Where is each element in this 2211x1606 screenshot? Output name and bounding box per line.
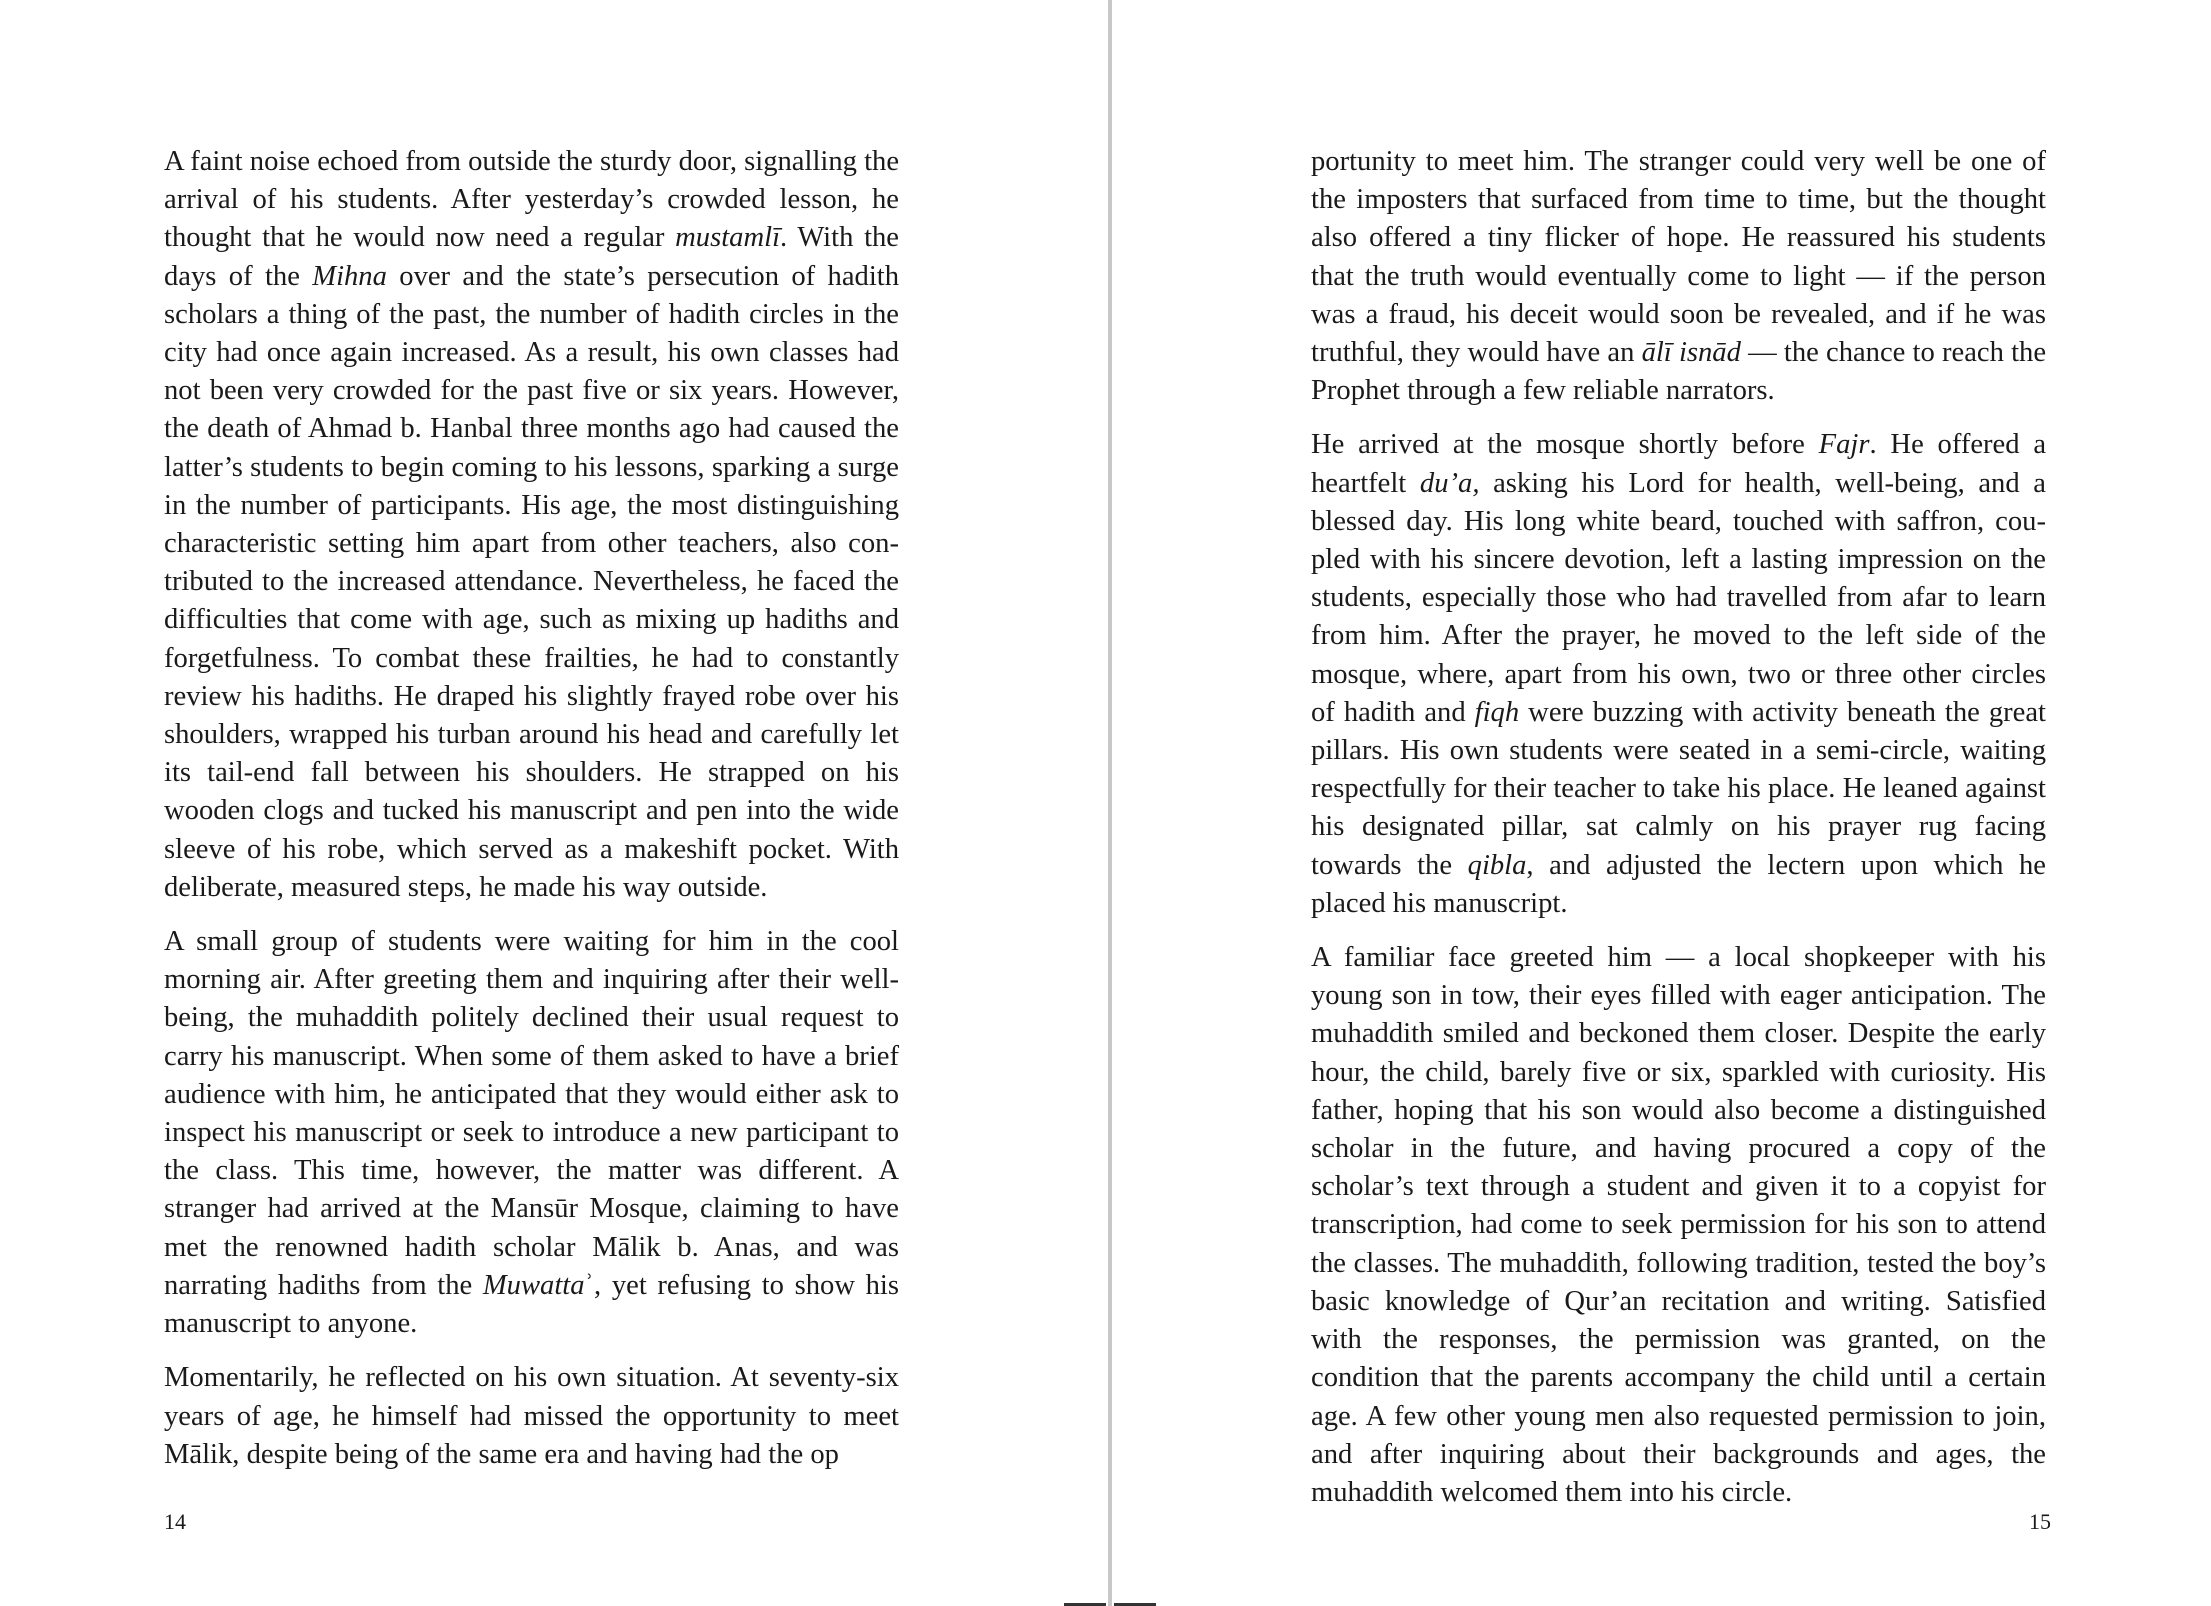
page-number: 15 bbox=[2029, 1509, 2051, 1534]
page-number: 14 bbox=[164, 1509, 186, 1534]
italic-term: qibla bbox=[1467, 849, 1527, 881]
paragraph: A familiar face greeted him — a local shopkeeper with his young son in tow, their eyes filled with eager anticipation. The muhaddith smiled and beckoned them closer. Despite the early hour, the child, barely five or six, sparkled with curiosity. His father, hoping that his son would also become a distinguished scholar in the future, and having procured a copy of the scholar’s text through a student and given it to a copyist for transcription, had come to seek permission for his son to attend the classes. The muhaddith, following tradition, tested the boy’s basic knowledge of Qur’an recitation and writing. Satisfied with the responses, the permission was granted, on the condition that the parents accompany the child until a certain age. A few other young men also requested permission to join, and after inquiring about their backgrounds and ages, the muhaddith welcomed them into his circle. bbox=[1311, 942, 2046, 1508]
paragraph: A small group of students were waiting for him in the cool morning air. After greeting them and inquiring after their well-being, the muhaddith politely declined their usual request to carry his manuscript. When some of them asked to have a brief audience with him, he anticipated that they would either ask to inspect his manuscript or seek to introduce a new participant to the class. This time, however, the matter was different. A stranger had arrived at the Mansūr Mosque, claiming to have met the renowned hadith scholar Mālik b. Anas, and was narrating hadiths from the Muwattaʾ, yet refusing to show his manuscript to anyone. bbox=[164, 926, 899, 1340]
italic-term: mustamlī bbox=[675, 222, 781, 254]
paragraph: A faint noise echoed from outside the sturdy door, signalling the arrival of his students. After yesterday’s crowded lesson, he thought that he would now need a regular mustamlī. With the days of the Mihna over and the state’s persecution of hadith scholars a thing of the past, the number of hadith circles in the city had once again increased. As a result, his own classes had not been very crowded for the past five or six years. However, the death of Ahmad b. Hanbal three months ago had caused the latter’s students to begin coming to his lessons, sparking a surge in the number of participants. His age, the most distinguishing characteristic setting him apart from other teachers, also contributed to the increased attendance. Nevertheless, he faced the difficulties that come with age, such as mixing up hadiths and forgetfulness. To combat these frailties, he had to constantly review his hadiths. He draped his slightly frayed robe over his shoulders, wrapped his turban around his head and carefully let its tail-end fall between his shoulders. He strapped on his wooden clogs and tucked his manuscript and pen into the wide sleeve of his robe, which served as a makeshift pocket. With deliberate, measured steps, he made his way outside. bbox=[164, 146, 900, 903]
body-text bbox=[164, 143, 899, 1474]
body-text bbox=[1311, 143, 2046, 1512]
italic-term: ālī isnād bbox=[1641, 337, 1741, 369]
italic-term: Muwatta bbox=[482, 1269, 585, 1301]
paragraph: portunity to meet him. The stranger could very well be one of the imposters that surfaced from time to time, but the thought also offered a tiny flicker of hope. He reassured his students that the truth would eventually come to light — if the person was a fraud, his deceit would soon be revealed, and if he was truthful, they would have an ālī isnād — the chance to reach the Prophet through a few reliable narrators. bbox=[1311, 146, 2047, 407]
italic-term: Mihna bbox=[312, 260, 387, 292]
italic-term: du’a, bbox=[1419, 467, 1480, 499]
paragraph: He arrived at the mosque shortly before Fajr. He offered a heartfelt du’a, asking his Lord for health, well-being, and a blessed day. His long white beard, touched with saffron, coupled with his sincere devotion, left a lasting impression on the students, especially those who had travelled from afar to learn from him. After the prayer, he moved to the left side of the mosque, where, apart from his own, two or three other circles of hadith and fiqh were buzzing with activity beneath the great pillars. His own students were seated in a semi-circle, waiting respectfully for their teacher to take his place. He leaned against his designated pillar, sat calmly on his prayer rug facing towards the qibla, and adjusted the lectern upon which he placed his manuscript. bbox=[1311, 429, 2047, 919]
right-page bbox=[1112, 0, 2211, 1606]
paragraph: Momentarily, he reflected on his own situation. At seventy-six years of age, he himself had missed the opportunity to meet Mālik, despite being of the same era and having had the op bbox=[164, 1362, 899, 1470]
italic-term: fiqh bbox=[1474, 696, 1520, 728]
italic-term: Fajr bbox=[1818, 429, 1870, 461]
